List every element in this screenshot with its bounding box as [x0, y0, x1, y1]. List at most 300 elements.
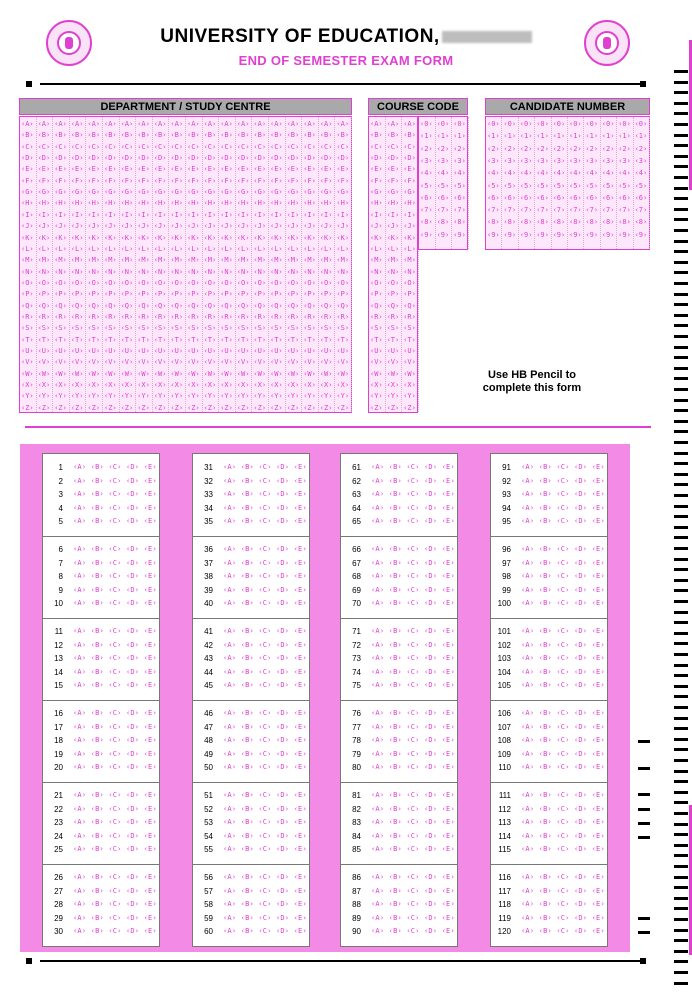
answer-options[interactable]: ‹A› ‹B› ‹C› ‹D› ‹E› — [521, 722, 605, 731]
answer-options[interactable]: ‹A› ‹B› ‹C› ‹D› ‹E› — [371, 572, 455, 581]
bubble-option[interactable]: ‹X› — [153, 381, 167, 390]
bubble-option[interactable]: ‹A› — [70, 120, 84, 128]
bubble-option[interactable]: ‹4› — [487, 169, 500, 178]
answer-options[interactable]: ‹A› ‹B› ‹C› ‹D› ‹E› — [371, 845, 455, 854]
bubble-option[interactable]: ‹R› — [303, 312, 316, 321]
bubble-option[interactable]: ‹L› — [70, 244, 84, 253]
bubble-option[interactable]: ‹Q› — [386, 301, 400, 310]
bubble-option[interactable]: ‹0› — [420, 120, 433, 128]
bubble-option[interactable]: ‹N› — [54, 267, 67, 276]
bubble-option[interactable]: ‹P› — [286, 290, 300, 299]
bubble-option[interactable]: ‹9› — [519, 230, 533, 239]
bubble-option[interactable]: ‹S› — [153, 324, 167, 333]
answer-options[interactable]: ‹A› ‹B› ‹C› ‹D› ‹E› — [73, 722, 157, 731]
bubble-option[interactable]: ‹L› — [104, 244, 117, 253]
bubble-option[interactable]: ‹E› — [70, 165, 84, 174]
bubble-option[interactable]: ‹D› — [220, 154, 233, 163]
bubble-option[interactable]: ‹X› — [104, 381, 117, 390]
answer-options[interactable]: ‹A› ‹B› ‹C› ‹D› ‹E› — [223, 640, 307, 649]
bubble-option[interactable]: ‹5› — [634, 181, 648, 190]
bubble-option[interactable]: ‹L› — [303, 244, 316, 253]
answer-options[interactable]: ‹A› ‹B› ‹C› ‹D› ‹E› — [521, 845, 605, 854]
bubble-option[interactable]: ‹U› — [270, 347, 283, 355]
bubble-option[interactable]: ‹R› — [104, 312, 117, 321]
bubble-option[interactable]: ‹A› — [236, 120, 250, 128]
answer-options[interactable]: ‹A› ‹B› ‹C› ‹D› ‹E› — [521, 900, 605, 909]
bubble-option[interactable]: ‹O› — [253, 278, 267, 287]
bubble-option[interactable]: ‹Z› — [303, 403, 316, 412]
bubble-option[interactable]: ‹H› — [70, 199, 84, 208]
bubble-option[interactable]: ‹3› — [634, 156, 648, 165]
answer-options[interactable]: ‹A› ‹B› ‹C› ‹D› ‹E› — [223, 667, 307, 676]
bubble-option[interactable]: ‹X› — [220, 381, 233, 390]
bubble-option[interactable]: ‹W› — [286, 369, 300, 378]
bubble-option[interactable]: ‹7› — [436, 206, 450, 215]
bubble-option[interactable]: ‹R› — [370, 312, 383, 321]
bubble-option[interactable]: ‹K› — [120, 233, 134, 242]
bubble-option[interactable]: ‹I› — [286, 210, 300, 219]
bubble-option[interactable]: ‹O› — [187, 278, 200, 287]
bubble-option[interactable]: ‹1› — [552, 132, 566, 141]
bubble-option[interactable]: ‹Q› — [187, 301, 200, 310]
bubble-option[interactable]: ‹4› — [436, 169, 450, 178]
bubble-option[interactable]: ‹N› — [120, 267, 134, 276]
bubble-option[interactable]: ‹8› — [503, 218, 517, 227]
bubble-option[interactable]: ‹B› — [286, 131, 300, 140]
bubble-option[interactable]: ‹Z› — [336, 403, 350, 412]
bubble-option[interactable]: ‹G› — [303, 188, 316, 197]
bubble-option[interactable]: ‹E› — [253, 165, 267, 174]
bubble-option[interactable]: ‹A› — [187, 120, 200, 128]
bubble-option[interactable]: ‹H› — [270, 199, 283, 208]
bubble-option[interactable]: ‹W› — [220, 369, 233, 378]
bubble-option[interactable]: ‹J› — [54, 222, 67, 231]
bubble-option[interactable]: ‹C› — [37, 142, 51, 151]
bubble-option[interactable]: ‹J› — [220, 222, 233, 231]
bubble-option[interactable]: ‹C› — [21, 142, 34, 151]
answer-options[interactable]: ‹A› ‹B› ‹C› ‹D› ‹E› — [73, 763, 157, 772]
bubble-option[interactable]: ‹G› — [137, 188, 150, 197]
bubble-option[interactable]: ‹T› — [386, 335, 400, 344]
bubble-option[interactable]: ‹P› — [336, 290, 350, 299]
bubble-option[interactable]: ‹D› — [120, 154, 134, 163]
bubble-option[interactable]: ‹K› — [70, 233, 84, 242]
bubble-option[interactable]: ‹5› — [536, 181, 549, 190]
bubble-option[interactable]: ‹V› — [120, 358, 134, 367]
bubble-option[interactable]: ‹R› — [319, 312, 333, 321]
bubble-option[interactable]: ‹U› — [70, 347, 84, 355]
bubble-option[interactable]: ‹Z› — [137, 403, 150, 412]
bubble-option[interactable]: ‹E› — [403, 165, 416, 174]
bubble-option[interactable]: ‹G› — [270, 188, 283, 197]
answer-options[interactable]: ‹A› ‹B› ‹C› ‹D› ‹E› — [73, 818, 157, 827]
answer-options[interactable]: ‹A› ‹B› ‹C› ‹D› ‹E› — [223, 913, 307, 922]
bubble-option[interactable]: ‹J› — [87, 222, 101, 231]
answer-options[interactable]: ‹A› ‹B› ‹C› ‹D› ‹E› — [223, 831, 307, 840]
bubble-option[interactable]: ‹9› — [503, 230, 517, 239]
bubble-option[interactable]: ‹4› — [503, 169, 517, 178]
bubble-option[interactable]: ‹K› — [170, 233, 184, 242]
bubble-option[interactable]: ‹P› — [203, 290, 217, 299]
bubble-option[interactable]: ‹O› — [120, 278, 134, 287]
bubble-option[interactable]: ‹G› — [120, 188, 134, 197]
bubble-option[interactable]: ‹T› — [104, 335, 117, 344]
bubble-option[interactable]: ‹W› — [54, 369, 67, 378]
bubble-option[interactable]: ‹T› — [153, 335, 167, 344]
bubble-option[interactable]: ‹0› — [519, 120, 533, 128]
bubble-option[interactable]: ‹5› — [569, 181, 582, 190]
bubble-option[interactable]: ‹E› — [386, 165, 400, 174]
bubble-option[interactable]: ‹P› — [104, 290, 117, 299]
bubble-option[interactable]: ‹K› — [54, 233, 67, 242]
bubble-option[interactable]: ‹K› — [403, 233, 416, 242]
bubble-option[interactable]: ‹1› — [519, 132, 533, 141]
bubble-option[interactable]: ‹J› — [236, 222, 250, 231]
answer-options[interactable]: ‹A› ‹B› ‹C› ‹D› ‹E› — [371, 490, 455, 499]
bubble-option[interactable]: ‹0› — [453, 120, 466, 128]
bubble-option[interactable]: ‹N› — [21, 267, 34, 276]
bubble-option[interactable]: ‹1› — [487, 132, 500, 141]
bubble-option[interactable]: ‹Y› — [170, 392, 184, 401]
bubble-option[interactable]: ‹S› — [270, 324, 283, 333]
bubble-option[interactable]: ‹Y› — [336, 392, 350, 401]
bubble-option[interactable]: ‹Y› — [187, 392, 200, 401]
bubble-option[interactable]: ‹U› — [203, 347, 217, 355]
bubble-option[interactable]: ‹I› — [236, 210, 250, 219]
answer-options[interactable]: ‹A› ‹B› ‹C› ‹D› ‹E› — [371, 517, 455, 526]
bubble-option[interactable]: ‹C› — [170, 142, 184, 151]
bubble-option[interactable]: ‹I› — [270, 210, 283, 219]
bubble-option[interactable]: ‹T› — [187, 335, 200, 344]
bubble-option[interactable]: ‹B› — [153, 131, 167, 140]
bubble-option[interactable]: ‹7› — [569, 206, 582, 215]
bubble-option[interactable]: ‹2› — [503, 144, 517, 153]
bubble-option[interactable]: ‹0› — [436, 120, 450, 128]
bubble-option[interactable]: ‹S› — [21, 324, 34, 333]
bubble-option[interactable]: ‹L› — [236, 244, 250, 253]
bubble-option[interactable]: ‹I› — [87, 210, 101, 219]
bubble-option[interactable]: ‹X› — [54, 381, 67, 390]
bubble-option[interactable]: ‹4› — [453, 169, 466, 178]
bubble-option[interactable]: ‹K› — [286, 233, 300, 242]
bubble-option[interactable]: ‹4› — [634, 169, 648, 178]
bubble-option[interactable]: ‹0› — [618, 120, 631, 128]
bubble-option[interactable]: ‹T› — [120, 335, 134, 344]
answer-options[interactable]: ‹A› ‹B› ‹C› ‹D› ‹E› — [223, 763, 307, 772]
bubble-option[interactable]: ‹S› — [87, 324, 101, 333]
answer-options[interactable]: ‹A› ‹B› ‹C› ‹D› ‹E› — [521, 517, 605, 526]
bubble-option[interactable]: ‹G› — [403, 188, 416, 197]
bubble-option[interactable]: ‹P› — [403, 290, 416, 299]
bubble-option[interactable]: ‹N› — [286, 267, 300, 276]
bubble-option[interactable]: ‹0› — [569, 120, 582, 128]
bubble-option[interactable]: ‹V› — [336, 358, 350, 367]
bubble-option[interactable]: ‹Y› — [303, 392, 316, 401]
bubble-option[interactable]: ‹T› — [236, 335, 250, 344]
answer-options[interactable]: ‹A› ‹B› ‹C› ‹D› ‹E› — [73, 873, 157, 881]
answer-options[interactable]: ‹A› ‹B› ‹C› ‹D› ‹E› — [73, 463, 157, 471]
bubble-option[interactable]: ‹B› — [104, 131, 117, 140]
bubble-option[interactable]: ‹8› — [585, 218, 599, 227]
bubble-option[interactable]: ‹R› — [220, 312, 233, 321]
bubble-option[interactable]: ‹W› — [319, 369, 333, 378]
bubble-option[interactable]: ‹E› — [270, 165, 283, 174]
bubble-option[interactable]: ‹X› — [286, 381, 300, 390]
bubble-option[interactable]: ‹W› — [37, 369, 51, 378]
bubble-option[interactable]: ‹J› — [70, 222, 84, 231]
bubble-option[interactable]: ‹E› — [220, 165, 233, 174]
bubble-option[interactable]: ‹U› — [37, 347, 51, 355]
bubble-option[interactable]: ‹P› — [220, 290, 233, 299]
answer-options[interactable]: ‹A› ‹B› ‹C› ‹D› ‹E› — [223, 599, 307, 608]
bubble-option[interactable]: ‹3› — [436, 156, 450, 165]
bubble-option[interactable]: ‹O› — [386, 278, 400, 287]
bubble-option[interactable]: ‹W› — [403, 369, 416, 378]
bubble-option[interactable]: ‹3› — [503, 156, 517, 165]
bubble-option[interactable]: ‹P› — [137, 290, 150, 299]
bubble-option[interactable]: ‹B› — [187, 131, 200, 140]
bubble-option[interactable]: ‹I› — [187, 210, 200, 219]
bubble-option[interactable]: ‹S› — [104, 324, 117, 333]
bubble-option[interactable]: ‹E› — [120, 165, 134, 174]
answer-options[interactable]: ‹A› ‹B› ‹C› ‹D› ‹E› — [371, 927, 455, 936]
bubble-option[interactable]: ‹Q› — [286, 301, 300, 310]
bubble-option[interactable]: ‹A› — [120, 120, 134, 128]
bubble-option[interactable]: ‹C› — [220, 142, 233, 151]
bubble-option[interactable]: ‹E› — [187, 165, 200, 174]
bubble-option[interactable]: ‹F› — [303, 176, 316, 185]
bubble-option[interactable]: ‹2› — [519, 144, 533, 153]
bubble-option[interactable]: ‹S› — [70, 324, 84, 333]
bubble-option[interactable]: ‹H› — [120, 199, 134, 208]
bubble-option[interactable]: ‹1› — [503, 132, 517, 141]
bubble-option[interactable]: ‹L› — [54, 244, 67, 253]
bubble-option[interactable]: ‹I› — [253, 210, 267, 219]
bubble-option[interactable]: ‹5› — [487, 181, 500, 190]
bubble-option[interactable]: ‹F› — [319, 176, 333, 185]
answer-options[interactable]: ‹A› ‹B› ‹C› ‹D› ‹E› — [73, 558, 157, 567]
bubble-option[interactable]: ‹N› — [37, 267, 51, 276]
bubble-option[interactable]: ‹F› — [87, 176, 101, 185]
bubble-option[interactable]: ‹Q› — [236, 301, 250, 310]
bubble-option[interactable]: ‹L› — [386, 244, 400, 253]
bubble-option[interactable]: ‹Z› — [104, 403, 117, 412]
bubble-option[interactable]: ‹2› — [634, 144, 648, 153]
bubble-option[interactable]: ‹C› — [70, 142, 84, 151]
bubble-option[interactable]: ‹U› — [21, 347, 34, 355]
bubble-option[interactable]: ‹F› — [236, 176, 250, 185]
bubble-option[interactable]: ‹T› — [37, 335, 51, 344]
answer-options[interactable]: ‹A› ‹B› ‹C› ‹D› ‹E› — [223, 585, 307, 594]
bubble-option[interactable]: ‹C› — [386, 142, 400, 151]
bubble-option[interactable]: ‹R› — [386, 312, 400, 321]
bubble-option[interactable]: ‹P› — [270, 290, 283, 299]
bubble-option[interactable]: ‹C› — [236, 142, 250, 151]
bubble-option[interactable]: ‹N› — [137, 267, 150, 276]
answer-options[interactable]: ‹A› ‹B› ‹C› ‹D› ‹E› — [371, 831, 455, 840]
bubble-option[interactable]: ‹F› — [120, 176, 134, 185]
bubble-option[interactable]: ‹6› — [536, 193, 549, 202]
bubble-option[interactable]: ‹F› — [286, 176, 300, 185]
bubble-option[interactable]: ‹E› — [203, 165, 217, 174]
bubble-option[interactable]: ‹C› — [370, 142, 383, 151]
bubble-option[interactable]: ‹C› — [403, 142, 416, 151]
bubble-option[interactable]: ‹D› — [303, 154, 316, 163]
bubble-option[interactable]: ‹5› — [552, 181, 566, 190]
bubble-option[interactable]: ‹8› — [436, 218, 450, 227]
bubble-option[interactable]: ‹L› — [203, 244, 217, 253]
bubble-option[interactable]: ‹6› — [503, 193, 517, 202]
answer-options[interactable]: ‹A› ‹B› ‹C› ‹D› ‹E› — [73, 640, 157, 649]
bubble-option[interactable]: ‹B› — [54, 131, 67, 140]
bubble-option[interactable]: ‹A› — [37, 120, 51, 128]
bubble-option[interactable]: ‹F› — [170, 176, 184, 185]
bubble-option[interactable]: ‹6› — [436, 193, 450, 202]
bubble-option[interactable]: ‹O› — [319, 278, 333, 287]
bubble-option[interactable]: ‹W› — [336, 369, 350, 378]
bubble-option[interactable]: ‹O› — [220, 278, 233, 287]
bubble-option[interactable]: ‹O› — [54, 278, 67, 287]
bubble-option[interactable]: ‹1› — [436, 132, 450, 141]
answer-options[interactable]: ‹A› ‹B› ‹C› ‹D› ‹E› — [521, 476, 605, 485]
bubble-option[interactable]: ‹V› — [270, 358, 283, 367]
answer-options[interactable]: ‹A› ‹B› ‹C› ‹D› ‹E› — [223, 490, 307, 499]
bubble-option[interactable]: ‹Q› — [220, 301, 233, 310]
bubble-option[interactable]: ‹H› — [303, 199, 316, 208]
bubble-option[interactable]: ‹X› — [187, 381, 200, 390]
bubble-option[interactable]: ‹F› — [187, 176, 200, 185]
bubble-option[interactable]: ‹O› — [87, 278, 101, 287]
bubble-option[interactable]: ‹O› — [37, 278, 51, 287]
answer-options[interactable]: ‹A› ‹B› ‹C› ‹D› ‹E› — [73, 681, 157, 690]
bubble-option[interactable]: ‹1› — [453, 132, 466, 141]
bubble-option[interactable]: ‹F› — [386, 176, 400, 185]
bubble-option[interactable]: ‹Q› — [87, 301, 101, 310]
bubble-option[interactable]: ‹X› — [236, 381, 250, 390]
bubble-option[interactable]: ‹A› — [336, 120, 350, 128]
bubble-option[interactable]: ‹F› — [37, 176, 51, 185]
bubble-option[interactable]: ‹M› — [104, 256, 117, 265]
bubble-option[interactable]: ‹N› — [104, 267, 117, 276]
bubble-option[interactable]: ‹T› — [21, 335, 34, 344]
bubble-option[interactable]: ‹K› — [236, 233, 250, 242]
bubble-option[interactable]: ‹T› — [303, 335, 316, 344]
answer-options[interactable]: ‹A› ‹B› ‹C› ‹D› ‹E› — [73, 709, 157, 717]
bubble-option[interactable]: ‹Z› — [203, 403, 217, 412]
bubble-option[interactable]: ‹A› — [286, 120, 300, 128]
answer-options[interactable]: ‹A› ‹B› ‹C› ‹D› ‹E› — [521, 463, 605, 471]
answer-options[interactable]: ‹A› ‹B› ‹C› ‹D› ‹E› — [371, 585, 455, 594]
bubble-option[interactable]: ‹B› — [220, 131, 233, 140]
answer-options[interactable]: ‹A› ‹B› ‹C› ‹D› ‹E› — [521, 572, 605, 581]
bubble-option[interactable]: ‹K› — [37, 233, 51, 242]
bubble-option[interactable]: ‹M› — [253, 256, 267, 265]
bubble-option[interactable]: ‹F› — [54, 176, 67, 185]
bubble-option[interactable]: ‹Y› — [153, 392, 167, 401]
bubble-option[interactable]: ‹O› — [137, 278, 150, 287]
answer-options[interactable]: ‹A› ‹B› ‹C› ‹D› ‹E› — [371, 667, 455, 676]
bubble-option[interactable]: ‹N› — [187, 267, 200, 276]
bubble-option[interactable]: ‹I› — [104, 210, 117, 219]
bubble-option[interactable]: ‹G› — [70, 188, 84, 197]
bubble-option[interactable]: ‹5› — [420, 181, 433, 190]
bubble-option[interactable]: ‹D› — [286, 154, 300, 163]
bubble-option[interactable]: ‹A› — [270, 120, 283, 128]
answer-options[interactable]: ‹A› ‹B› ‹C› ‹D› ‹E› — [223, 749, 307, 758]
answer-options[interactable]: ‹A› ‹B› ‹C› ‹D› ‹E› — [73, 791, 157, 799]
bubble-option[interactable]: ‹A› — [319, 120, 333, 128]
bubble-option[interactable]: ‹S› — [236, 324, 250, 333]
bubble-option[interactable]: ‹D› — [203, 154, 217, 163]
bubble-option[interactable]: ‹Y› — [403, 392, 416, 401]
bubble-option[interactable]: ‹T› — [336, 335, 350, 344]
bubble-option[interactable]: ‹W› — [137, 369, 150, 378]
bubble-option[interactable]: ‹7› — [487, 206, 500, 215]
answer-options[interactable]: ‹A› ‹B› ‹C› ‹D› ‹E› — [371, 476, 455, 485]
bubble-option[interactable]: ‹B› — [37, 131, 51, 140]
bubble-option[interactable]: ‹C› — [203, 142, 217, 151]
bubble-option[interactable]: ‹2› — [536, 144, 549, 153]
bubble-option[interactable]: ‹7› — [503, 206, 517, 215]
answer-options[interactable]: ‹A› ‹B› ‹C› ‹D› ‹E› — [73, 886, 157, 895]
bubble-option[interactable]: ‹V› — [286, 358, 300, 367]
bubble-option[interactable]: ‹H› — [236, 199, 250, 208]
bubble-option[interactable]: ‹R› — [187, 312, 200, 321]
answer-options[interactable]: ‹A› ‹B› ‹C› ‹D› ‹E› — [223, 517, 307, 526]
bubble-option[interactable]: ‹Z› — [120, 403, 134, 412]
answer-options[interactable]: ‹A› ‹B› ‹C› ‹D› ‹E› — [521, 558, 605, 567]
bubble-option[interactable]: ‹3› — [487, 156, 500, 165]
bubble-option[interactable]: ‹G› — [170, 188, 184, 197]
bubble-option[interactable]: ‹9› — [552, 230, 566, 239]
bubble-option[interactable]: ‹V› — [70, 358, 84, 367]
bubble-option[interactable]: ‹Q› — [104, 301, 117, 310]
answer-options[interactable]: ‹A› ‹B› ‹C› ‹D› ‹E› — [371, 818, 455, 827]
bubble-option[interactable]: ‹U› — [370, 347, 383, 355]
answer-options[interactable]: ‹A› ‹B› ‹C› ‹D› ‹E› — [223, 804, 307, 813]
bubble-option[interactable]: ‹K› — [187, 233, 200, 242]
bubble-option[interactable]: ‹O› — [303, 278, 316, 287]
bubble-option[interactable]: ‹Q› — [37, 301, 51, 310]
answer-options[interactable]: ‹A› ‹B› ‹C› ‹D› ‹E› — [371, 654, 455, 663]
bubble-option[interactable]: ‹X› — [403, 381, 416, 390]
answer-options[interactable]: ‹A› ‹B› ‹C› ‹D› ‹E› — [521, 709, 605, 717]
answer-options[interactable]: ‹A› ‹B› ‹C› ‹D› ‹E› — [223, 886, 307, 895]
bubble-option[interactable]: ‹2› — [420, 144, 433, 153]
bubble-option[interactable]: ‹1› — [569, 132, 582, 141]
bubble-option[interactable]: ‹Y› — [37, 392, 51, 401]
bubble-option[interactable]: ‹K› — [104, 233, 117, 242]
answer-options[interactable]: ‹A› ‹B› ‹C› ‹D› ‹E› — [371, 886, 455, 895]
bubble-option[interactable]: ‹F› — [403, 176, 416, 185]
bubble-option[interactable]: ‹J› — [403, 222, 416, 231]
answer-options[interactable]: ‹A› ‹B› ‹C› ‹D› ‹E› — [521, 736, 605, 745]
bubble-option[interactable]: ‹O› — [286, 278, 300, 287]
bubble-option[interactable]: ‹F› — [70, 176, 84, 185]
bubble-option[interactable]: ‹D› — [37, 154, 51, 163]
bubble-option[interactable]: ‹B› — [137, 131, 150, 140]
bubble-option[interactable]: ‹Y› — [87, 392, 101, 401]
bubble-option[interactable]: ‹E› — [104, 165, 117, 174]
bubble-option[interactable]: ‹M› — [87, 256, 101, 265]
bubble-option[interactable]: ‹V› — [319, 358, 333, 367]
answer-options[interactable]: ‹A› ‹B› ‹C› ‹D› ‹E› — [371, 804, 455, 813]
answer-options[interactable]: ‹A› ‹B› ‹C› ‹D› ‹E› — [371, 791, 455, 799]
answer-options[interactable]: ‹A› ‹B› ‹C› ‹D› ‹E› — [371, 599, 455, 608]
bubble-option[interactable]: ‹U› — [403, 347, 416, 355]
bubble-option[interactable]: ‹U› — [319, 347, 333, 355]
bubble-option[interactable]: ‹B› — [403, 131, 416, 140]
